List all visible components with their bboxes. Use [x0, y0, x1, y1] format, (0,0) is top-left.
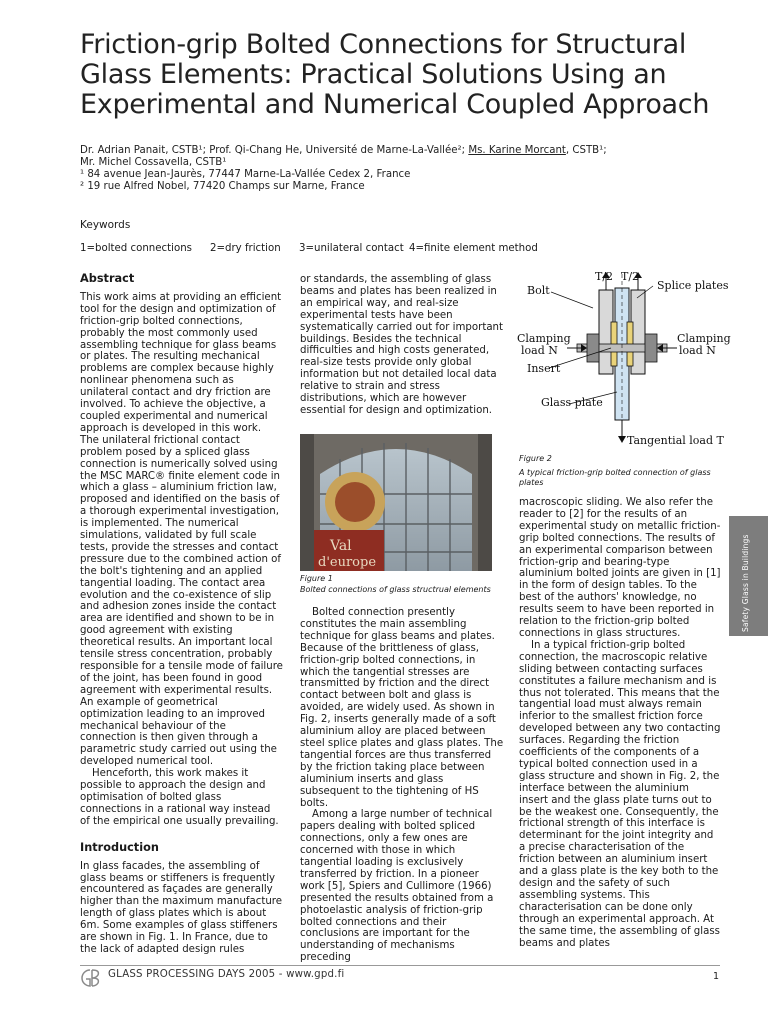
bolt-nut [645, 334, 657, 362]
body-paragraph: In a typical friction-grip bolted connection, the macroscopic relative sliding between contacting surfaces constitutes a failure mechanism and is thus not tolerated. This means that the tangential load must always remain inferior to the smallest friction force developed between any two contacting surfaces. Regarding the friction coefficients of the components of a typical bolted connection used in a glass structure and shown in Fig. 2, the interface between the aluminium insert and the glass plate turns out to be the weakest one. Consequently, the frictional strength of this interface is determinant for the joint integrity and a precise characterisation of the friction between an aluminium insert and a glass plate is the key both to the design and the safety of such assembling systems. This characterisation can be done only through an experimental approach. At the same time, the assembling of glass beams and plates [519, 639, 721, 949]
abstract-heading: Abstract [80, 272, 135, 285]
label-t2-right: T/2 [621, 270, 640, 283]
figure-2-caption-block [519, 454, 719, 488]
figure-1-photo [300, 434, 492, 571]
introduction-paragraph: In glass facades, the assembling of glass beams or stiffeners is frequently encountered as façades are generally higher than the maximum manufacture length of glass plates which is about 6m. Some examples of glass stiffeners are shown in Fig. 1. In France, due to the lack of adapted design rules [80, 860, 283, 955]
label-tangential: Tangential load T [627, 434, 724, 447]
column-2-top [300, 274, 505, 417]
introduction-heading: Introduction [80, 840, 159, 854]
figure-1-caption-block [300, 573, 505, 595]
affiliation-2: ² 19 rue Alfred Nobel, 77420 Champs sur Marne, France [80, 181, 365, 192]
body-paragraph: macroscopic sliding. We also refer the reader to [2] for the results of an experimental study on metallic friction-grip bolted connections. The results of an experimental comparison between friction-grip and bearing-type aluminium bolted joints are given in [1] in the form of design tables. To the best of the authors' knowledge, no results seem to have been reported in relation to the friction-grip bolted connections in glass structures. [519, 497, 721, 639]
author-line-2: Mr. Michel Cossavella, CSTB¹ [80, 157, 227, 168]
label-bolt: Bolt [527, 284, 550, 297]
sign-text: d'europe [318, 555, 377, 570]
label-splice: Splice plates [657, 279, 729, 292]
footer-divider [80, 965, 720, 966]
abstract-paragraph: Henceforth, this work makes it possible to approach the design and optimisation of bolted glass connections in a rational way instead of the empirical one usually prevailing. [80, 768, 279, 827]
author-block [80, 145, 720, 193]
column-3 [519, 497, 721, 949]
author-names-b: , CSTB¹; [565, 145, 607, 156]
column-1 [80, 273, 283, 956]
side-tab-label: Safety Glass in Buildings [741, 534, 750, 632]
keywords-heading: Keywords [80, 219, 131, 231]
label-clamping-left-2: load N [521, 344, 558, 357]
label-glass: Glass plate [541, 396, 603, 409]
figure-1-label: Figure 1 [300, 574, 333, 583]
author-line-1 [80, 145, 720, 157]
keyword-item: 3=unilateral contact [299, 243, 404, 254]
label-clamping-right-2: load N [679, 344, 716, 357]
figure-1-caption: Bolted connections of glass structrual elements [300, 585, 491, 594]
column-2-bottom [300, 607, 505, 964]
author-names-a: Dr. Adrian Panait, CSTB¹; Prof. Qi-Chang He, Université de Marne-La-Vallée²; [80, 145, 469, 156]
glass-facade-image [300, 434, 492, 571]
figure-2-label: Figure 2 [519, 454, 552, 463]
body-paragraph: Bolted connection presently constitutes the main assembling technique for glass beams and plates. Because of the brittleness of glass, friction-grip bolted connections, in which the tangential stresses are transmitted by friction and the direct contact between bolt and glass is avoided, are widely used. As shown in Fig. 2, inserts generally made of a soft aluminium alloy are placed between steel splice plates and glass plates. The tangential forces are thus transferred by the friction taking place between aluminium inserts and glass subsequent to the tightening of HS bolts. [300, 607, 504, 809]
paper-title: Friction-grip Bolted Connections for Structural Glass Elements: Practical Solutions Using an Experimental and Numerical Coupled Approach [80, 29, 710, 120]
label-t2-left: T/2 [595, 270, 614, 283]
keyword-item: 2=dry friction [210, 243, 281, 254]
body-paragraph: or standards, the assembling of glass beams and plates has been realized in an empirical way, and real-size experimental tests have been systematically carried out for important buildings. Besides the technical difficulties and high costs generated, real-size tests provide only global information but not detailed local data relative to strain and stress distributions, which are however essential for design and optimization. [300, 274, 504, 416]
section-side-tab [729, 516, 768, 636]
abstract-paragraph: This work aims at providing an efficient tool for the design and optimization of friction-grip bolted connections, probably the most commonly used assembling technique for glass beams or plates. The resulting mechanical problems are complex because highly nonlinear phenomena such as unilateral contact and dry friction are involved. To achieve the objective, a coupled experimental and numerical approach is developed in this work. The unilateral frictional contact problem posed by a spliced glass connection is numerically solved using the MSC MARC® finite element code in which a glass – aluminium friction law, proposed and identified on the basis of a thorough experimental investigation, is implemented. The numerical simulations, validated by full scale tests, provide the stresses and contact pressure due to the combined action of the bolt's tightening and an applied tangential loading. The contact area evolution and the co-existence of slip and adhesion zones inside the contact area are identified and shown to be in good agreement with existing theoretical results. An important local tensile stress concentration, probably responsible for a tensile mode of failure of the joint, has been found in good agreement with experimental results. An example of geometrical optimization leading to an improved mechanical behaviour of the connection is then given through a parametric study carried out using the developed numerical tool. [80, 291, 283, 768]
label-clamping-left: Clamping [517, 332, 571, 345]
keyword-item: 4=finite element method [409, 243, 538, 254]
figure-2-diagram [513, 268, 731, 448]
label-insert: Insert [527, 362, 561, 375]
figure-2-caption: A typical friction-grip bolted connection of glass plates [519, 468, 711, 487]
body-paragraph: Among a large number of technical papers dealing with bolted spliced connections, only a few ones are concerned with those in which tangential loading is exclusively transferred by friction. In a pioneer work [5], Spiers and Cullimore (1966) presented the results obtained from a photoelastic analysis of friction-grip bolted connections and their conclusions are important for the understanding of mechanisms preceding [300, 809, 494, 964]
page-number: 1 [713, 971, 720, 982]
gpd-logo-icon [80, 967, 102, 989]
affiliation-1: ¹ 84 avenue Jean-Jaurès, 77447 Marne-La-Vallée Cedex 2, France [80, 169, 411, 180]
keyword-item: 1=bolted connections [80, 243, 192, 254]
author-name-underlined: Ms. Karine Morcant [468, 145, 566, 156]
footer-text: GLASS PROCESSING DAYS 2005 - www.gpd.fi [108, 969, 345, 980]
label-clamping-right: Clamping [677, 332, 731, 345]
bolt-head [587, 334, 599, 362]
sign-text: Val [330, 538, 352, 554]
